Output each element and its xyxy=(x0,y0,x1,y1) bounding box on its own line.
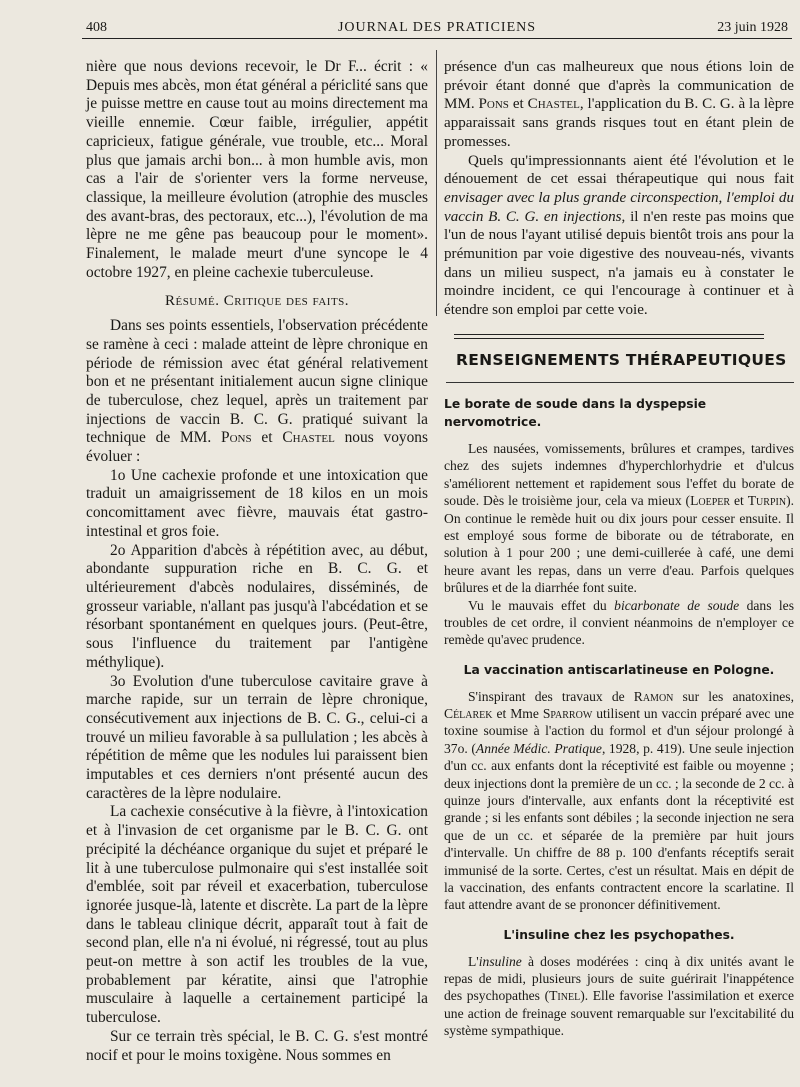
section-title: RENSEIGNEMENTS THÉRAPEUTIQUES xyxy=(456,350,787,369)
right-column xyxy=(444,58,794,1040)
paragraph: S'inspirant des travaux de Ramon sur les anatoxines, Célarek et Mme Sparrow utilisent un vaccin préparé avec une toxine soumise à l'action du formol et d'un séjour prolongé à 37o. (Année Médic. Pratique, 1928, p. 419). Une seule injection d'un cc. aux enfants dont la réceptivité est faible ou moyenne ; deux injections dont la première de un cc. ; la seconde de 2 cc. à quinze jours d'intervalle, aux enfants dont la réceptivité est grande ; si les enfants sont débiles ; la seconde injection ne sera que de un cc. et séparée de la première par huit jours d'intervalle. Un chiffre de 88 p. 100 d'enfants réceptifs serait immunisé de la sorte. Certes, c'est un résultat. Mais en dépit de la vaccination, des enfants contractent encore la scarlatine. Il faut attendre avant de se prononcer définitivement. xyxy=(444,688,795,913)
page-number: 408 xyxy=(86,20,107,35)
double-rule xyxy=(454,334,764,339)
paragraph: nière que nous devions recevoir, le Dr F... écrit : « Depuis mes abcès, mon état général a périclité sans que je puisse mettre en cause tout au moins directement ma vieille ennemie. Cœur faible, irrégulier, appétit capricieux, fatigue générale, vue trouble, etc... Moral plus que jamais archi bon... à mon humble avis, mon cas a l'air de s'orienter vers la forme nerveuse, classique, la meilleure évolution (atrophie des muscles des avant-bras, des pectoraux, etc...), l'évolution de ma lèpre ne me gêne pas beaucoup pour le moment». Finalement, le malade meurt d'une syncope le 4 octobre 1927, en pleine cachexie tuberculeuse. xyxy=(86,58,428,281)
paragraph: 2o Apparition d'abcès à répétition avec, au début, abondante suppuration riche en B. C. G. et ultérieurement d'abcès nodulaires, disséminés, de grosseur variable, n'allant pas jusqu'à l'abcédation et se résorbant spontanément en quelques jours. (Peut-être, sous l'influence du traitement par l'antigène méthylique). xyxy=(86,541,428,671)
journal-title: JOURNAL DES PRATICIENS xyxy=(337,20,537,35)
subsection-title: La vaccination antiscarlatineuse en Pologne. xyxy=(463,662,775,677)
page-header xyxy=(86,16,788,40)
subsection-title: Le borate de soude dans la dyspepsie nervomotrice. xyxy=(444,396,707,430)
paragraph: 1o Une cachexie profonde et une intoxication que traduit un amaigrissement de 18 kilos en un mois concomittament avec fièvre, mauvais état gastro-intestinal et gros foie. xyxy=(86,466,428,540)
left-column xyxy=(86,58,428,1065)
paragraph: Dans ses points essentiels, l'observation précédente se ramène à ceci : malade atteint de lèpre chronique en période de rémission avec état général relativement bon et ne présentant initialement aucun signe clinique de tuberculose, chez lequel, après un traitement par injections de vaccin B. C. G. pratiqué suivant la technique de MM. Pons et Chastel nous voyons évoluer : xyxy=(86,317,428,466)
paragraph: 3o Evolution d'une tuberculose cavitaire grave à marche rapide, sur un terrain de lèpre chronique, consécutivement aux injections de B. C. G., celui-ci a trouvé un milieu favorable à sa pullulation ; les abcès à répétition de même que les nodules lui paraissent bien imputables et ces derniers n'ont présenté aucun des caractères de la lèpre nodulaire. xyxy=(86,672,428,802)
title-rule xyxy=(446,382,794,383)
subsection-title: L'insuline chez les psychopathes. xyxy=(503,927,735,942)
paragraph: Quels qu'impressionnants aient été l'évolution et le dénouement de cet essai thérapeutique qui nous fait envisager avec la plus grande circonspection, l'emploi du vaccin B. C. G. en injections, il n'en reste pas moins que l'un de nous l'ayant utilisé depuis bientôt trois ans pour la prémunition par voie digestive des nouveau-nés, vivants dans un milieu suspect, n'a jamais eu à constater le moindre incident, ce qui l'encourage à continuer et à étendre son emploi par cette voie. xyxy=(444,152,794,319)
paragraph: présence d'un cas malheureux que nous étions loin de prévoir étant donné que d'après la communication de MM. Pons et Chastel, l'application du B. C. G. à la lèpre apparaissait sans grands risques tout en étant plein de promesses. xyxy=(444,59,794,150)
paragraph: Les nausées, vomissements, brûlures et crampes, tardives chez des sujets indemnes d'hyperchlorhydrie et d'ulcus s'améliorent nettement et rapidement sous l'effet du borate de soude. Dès le troisième jour, cela va mieux (Loeper et Turpin). On continue le remède huit ou dix jours pour cesser ensuite. Il est employé sous forme de biborate ou de tétraborate, en solution à 1 pour 200 ; une demi-cuillerée à café, une demi heure avant les repas, dans un verre d'eau. Parfois quelques brûlures et de la diarrhée font suite. xyxy=(444,440,794,596)
column-separator xyxy=(436,50,437,316)
section-heading: Résumé. Critique des faits. xyxy=(164,293,350,310)
paragraph: L'insuline à doses modérées : cinq à dix unités avant le repas de midi, plusieurs jours de suite guérirait l'inappétence des psychopathes (Tinel). Elle favorise l'assimilation et exerce une action de freinage souvent remarquable sur l'excitabilité du système sympathique. xyxy=(444,953,794,1039)
paragraph: Sur ce terrain très spécial, le B. C. G. s'est montré nocif et pour le moins toxigène. Nous sommes en xyxy=(86,1027,428,1064)
issue-date: 23 juin 1928 xyxy=(717,20,788,35)
paragraph: La cachexie consécutive à la fièvre, à l'intoxication et à l'invasion de cet organisme par le B. C. G. ont précipité la déchéance organique du sujet et préparé le lit à une tuberculose pulmonaire qui s'est installée soit d'emblée, soit par réveil et exacerbation, tuberculose ignorée jusque-là, latente et discrète. La part de la lèpre dans le tableau clinique décrit, apparaît tout à fait de second plan, elle n'a ni évolué, ni régressé, tout au plus peut-on mettre à son actif les troubles de la vue, probablement par kératite, ainsi que l'atrophie musculaire à laquelle a certainement participé la tuberculose. xyxy=(86,803,428,1027)
paragraph: Vu le mauvais effet du bicarbonate de soude dans les troubles de cet ordre, il convient néanmoins de n'employer ce remède qu'avec prudence. xyxy=(444,597,794,648)
header-rule xyxy=(82,38,792,39)
